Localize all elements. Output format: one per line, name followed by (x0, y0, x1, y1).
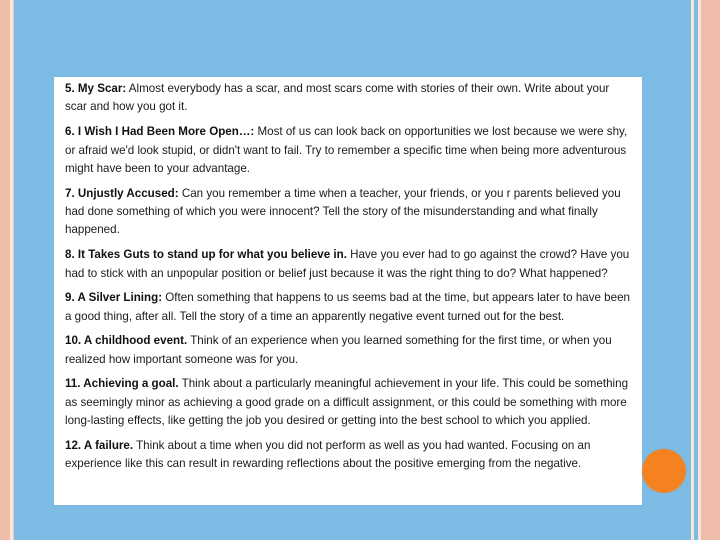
left-border-line (10, 0, 13, 540)
prompt-text: Can you remember a time when a teacher, your friends, or you r parents believed you had done something of which you were innocent? Tell the story of the misunderstanding and what finally happened. (65, 186, 621, 237)
orange-circle-decoration (642, 449, 686, 493)
prompt-title: 11. Achieving a goal. (65, 377, 179, 391)
prompt-title: 12. A failure. (65, 438, 134, 452)
prompt-text: Often something that happens to us seems bad at the time, but appears later to have been a good thing, after all. Tell the story of a time an apparently negative event turned out for the best. (65, 291, 630, 323)
prompt-text: Think about a particularly meaningful achievement in your life. This could be something as seemingly minor as achieving a good grade on a difficult assignment, or this could be something with more long-lasting effects, like getting the job you desired or getting into the best school to which you applied. (65, 377, 629, 428)
prompt-title: 6. I Wish I Had Been More Open…: (65, 125, 255, 139)
prompt-text: Think of an experience when you learned something for the first time, or when you realized how important someone was for you. (65, 334, 612, 366)
prompt-text: Almost everybody has a scar, and most scars come with stories of their own. Write about your scar and how you got it. (65, 82, 610, 114)
prompt-title: 5. My Scar: (65, 82, 127, 95)
left-border-stripe (0, 0, 10, 540)
prompt-item-9 (65, 289, 632, 326)
prompt-item-6 (65, 123, 632, 178)
prompt-item-7 (65, 185, 632, 240)
prompt-item-5 (65, 80, 632, 117)
prompt-title: 7. Unjustly Accused: (65, 186, 179, 200)
prompt-title: 8. It Takes Guts to stand up for what you believe in. (65, 248, 347, 262)
prompt-title: 10. A childhood event. (65, 334, 188, 348)
prompt-item-11 (65, 375, 632, 430)
right-border-stripe (701, 0, 720, 540)
prompt-item-10 (65, 332, 632, 369)
prompt-item-8 (65, 246, 632, 283)
prompt-title: 9. A Silver Lining: (65, 291, 163, 305)
prompt-item-12 (65, 437, 632, 474)
prompt-text: Think about a time when you did not perform as well as you had wanted. Focusing on an experience like this can result in rewarding reflections about the positive emerging from the negative. (65, 438, 591, 471)
prompt-list-document (54, 77, 642, 505)
prompt-text: Most of us can look back on opportunities we lost because we were shy, or afraid we'd look stupid, or didn't want to fail. Try to remember a specific time when being more adventurous might have been to your advantage. (65, 125, 628, 175)
prompt-text: Have you ever had to go against the crowd? Have you had to stick with an unpopular position or belief just because it was the right thing to do? What happened? (65, 248, 630, 280)
